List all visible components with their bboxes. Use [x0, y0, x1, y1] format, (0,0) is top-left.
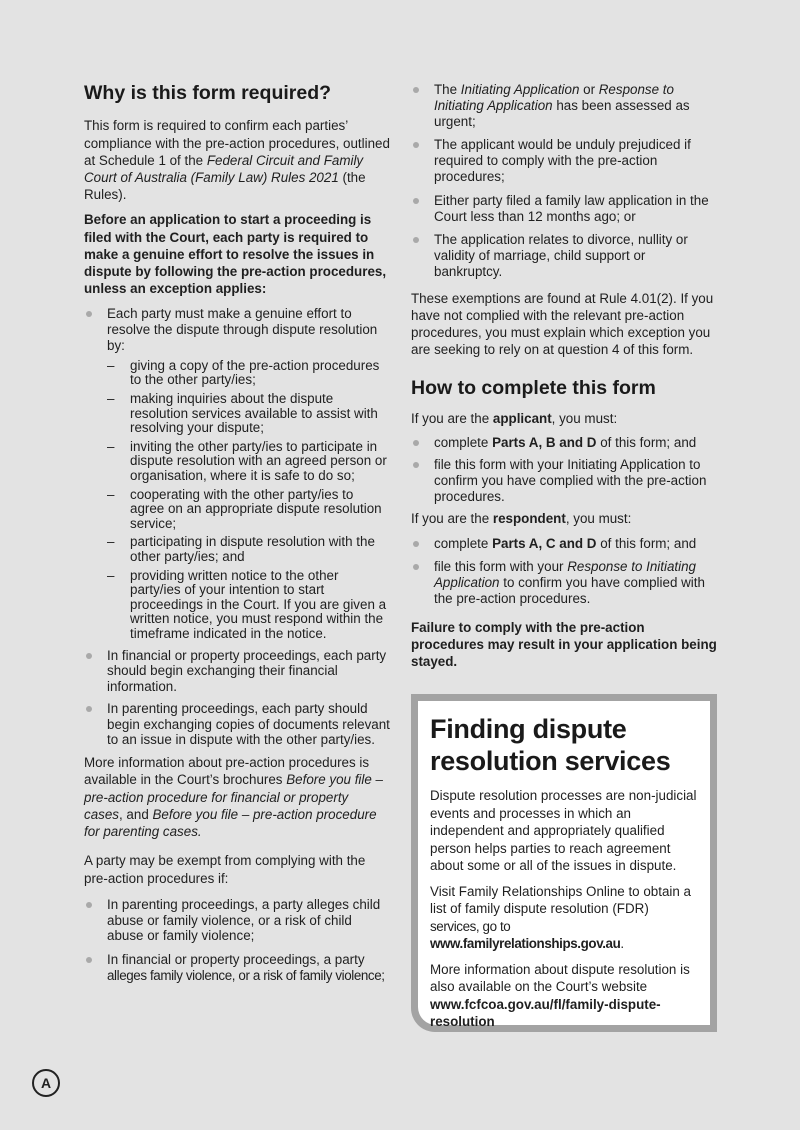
callout-paragraph-2: Visit Family Relationships Online to obtain a list of family dispute resolution (FDR) services, go to www.familyrelationships.gov.au. — [430, 883, 691, 951]
list-item: complete Parts A, B and D of this form; and — [411, 435, 717, 451]
requirements-list — [84, 306, 390, 748]
callout-paragraph-3: More information about dispute resolution is also available on the Court’s website www.fcfcoa.gov.au/fl/family-dispute-resolution — [430, 961, 690, 1029]
exemptions-list-continued — [411, 82, 717, 280]
list-item-text-narrow: alleges family violence, or a risk of family violence; — [107, 967, 385, 983]
bullet-icon — [413, 142, 419, 148]
dash-icon: – — [107, 391, 115, 406]
list-item — [411, 137, 717, 184]
sub-list-item: – giving a copy of the pre-action procedures to the other party/ies; — [107, 357, 380, 388]
bullet-icon — [86, 957, 92, 963]
list-item — [411, 457, 717, 504]
list-item — [84, 897, 390, 944]
list-item — [411, 232, 717, 279]
section-heading-why: Why is this form required? — [84, 82, 332, 104]
list-item-text: The applicant would be unduly prejudiced if required to comply with the pre-action procedures; — [434, 137, 691, 184]
intro-text-1: This form is required to confirm each parties’ compliance with the pre-action procedures, outlined at Schedule 1 of the — [84, 118, 390, 168]
bullet-icon — [86, 902, 92, 908]
section-badge: A — [32, 1069, 60, 1097]
exempt-intro: A party may be exempt from complying with the pre-action procedures if: — [84, 853, 366, 886]
bullet-icon — [413, 541, 419, 547]
list-item — [84, 648, 390, 695]
sub-list-item: – cooperating with the other party/ies to agree on an appropriate dispute resolution service; — [107, 486, 382, 531]
bullet-icon — [86, 311, 92, 317]
list-item — [84, 952, 390, 984]
list-item-text: Each party must make a genuine effort to resolve the dispute through dispute resolution by: — [107, 306, 378, 354]
callout-paragraph-1: Dispute resolution processes are non-judicial events and processes in which an independent and appropriately qualified person helps parties to reach agreement about some or all of the issues in dispute. — [430, 788, 697, 873]
right-column — [411, 82, 717, 678]
intro-paragraph — [84, 117, 390, 203]
applicant-steps — [411, 435, 717, 504]
bullet-icon — [413, 440, 419, 446]
brochure-financial: Before you file – pre-action procedure for financial or property cases — [84, 772, 383, 822]
family-relationships-link[interactable]: www.familyrelationships.gov.au — [430, 936, 621, 951]
left-column — [84, 82, 390, 990]
list-item-text: In financial or property proceedings, each party should begin exchanging their financial information. — [107, 647, 387, 695]
callout-title: Finding dispute resolution services — [430, 714, 671, 776]
rules-title: Federal Circuit and Family Court of Australia (Family Law) Rules 2021 — [84, 152, 364, 185]
respondent-steps — [411, 536, 717, 607]
sub-list-item: – inviting the other party/ies to participate in dispute resolution with an agreed person or organisation, where it is safe to do so; — [107, 438, 387, 483]
list-item: The Initiating Application or Response to Initiating Application has been assessed as urgent; — [411, 82, 717, 129]
dash-icon: – — [107, 486, 115, 502]
list-item-text: The application relates to divorce, nullity or validity of marriage, child support or bankruptcy. — [434, 232, 688, 279]
more-info-paragraph: More information about pre-action procedures is available in the Court’s brochures Before you file – pre-action procedure for financial or property cases, and Before you file – pre-action procedure for parenting cases. — [84, 755, 383, 840]
respondent-intro: If you are the respondent, you must: — [411, 511, 632, 527]
list-item-text: file this form with your Initiating Application to confirm you have complied with the pre-action procedures. — [434, 456, 707, 504]
fcfcoa-link[interactable]: www.fcfcoa.gov.au/fl/family-dispute-resolution — [430, 996, 661, 1029]
applicant-intro: If you are the applicant, you must: — [411, 410, 618, 426]
list-item-text: Either party filed a family law application in the Court less than 12 months ago; or — [434, 192, 709, 224]
bullet-icon — [413, 87, 419, 93]
bullet-icon — [413, 198, 419, 204]
list-item-text: In parenting proceedings, each party should begin exchanging copies of documents relevant to an issue in dispute with the other party/ies. — [107, 700, 390, 748]
sub-list-item: – providing written notice to the other party/ies of your intention to start proceedings in the Court. If you are given a written notice, you must respond within the timeframe indicated in the notice. — [107, 567, 387, 641]
list-item-text: In financial or property proceedings, a party — [107, 952, 365, 968]
brochure-parenting: Before you file – pre-action procedure for parenting cases. — [84, 806, 377, 840]
sub-list-item: – making inquiries about the dispute resolution services available to assist with resolving your dispute; — [107, 391, 378, 436]
exemptions-rule-paragraph: These exemptions are found at Rule 4.01(2). If you have not complied with the relevant pre-action procedures, you must explain which exception you are seeking to rely on at question 4 of this form. — [411, 290, 714, 358]
section-heading-how: How to complete this form — [411, 376, 656, 399]
callout-inner — [418, 701, 710, 1029]
sub-list — [107, 359, 390, 642]
list-item — [84, 701, 390, 748]
failure-warning: Failure to comply with the pre-action procedures may result in your application being stayed. — [411, 619, 717, 670]
bullet-icon — [413, 564, 419, 570]
bullet-icon — [86, 653, 92, 659]
list-item — [84, 306, 390, 641]
intro-text-2: (the Rules). — [84, 170, 366, 203]
dash-icon: – — [107, 534, 115, 550]
list-item — [411, 193, 717, 225]
dash-icon: – — [107, 357, 115, 373]
list-item: file this form with your Response to Initiating Application to confirm you have complied with the pre-action procedures. — [411, 559, 717, 606]
bullet-icon — [413, 462, 419, 468]
dash-icon: – — [107, 567, 115, 583]
bullet-icon — [413, 237, 419, 243]
list-item-text: In parenting proceedings, a party alleges child abuse or family violence, or a risk of child abuse or family violence; — [107, 896, 381, 944]
exemptions-list — [84, 897, 390, 984]
sub-list-item: – participating in dispute resolution with the other party/ies; and — [107, 534, 375, 564]
bullet-icon — [86, 706, 92, 712]
list-item: complete Parts A, C and D of this form; and — [411, 536, 717, 552]
dash-icon: – — [107, 438, 115, 454]
requirement-paragraph: Before an application to start a proceeding is filed with the Court, each party is required to make a genuine effort to resolve the issues in dispute by following the pre-action procedures, unless an exception applies: — [84, 212, 387, 297]
dispute-resolution-callout — [411, 694, 717, 1032]
